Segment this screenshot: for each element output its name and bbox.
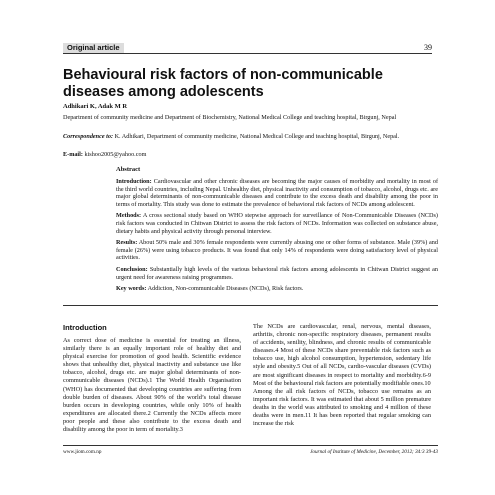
keywords (116, 285, 438, 293)
email-line (63, 151, 146, 159)
abstract-rule (63, 305, 438, 306)
correspondence-label: Correspondence to: (63, 133, 114, 140)
abstract-introduction-text: Cardiovascular and other chronic diseases are becoming the major causes of morbidity and mortality in most of the third world countries, including Nepal. Unhealthy diet, physical inactivity and consumption of tobacco, alcohol, drugs etc. are major global determinants of non-communicable diseases and contribute to the excess death and disability among the poor in terms of mortality. This study was done to estimate the prevalence of behavioral risk factors of NCDs among adolescent. (116, 178, 439, 208)
abstract (116, 166, 438, 293)
correspondence (63, 133, 435, 141)
abstract-methods-text: A cross sectional study based on WHO stepwise approach for surveillance of Non-Communicable Diseases (NCDs) risk factors was conducted in Chitwan District to assess the risk factors of NCDs. Information was collected on substance abuse, dietary habits and physical activity through personal interview. (116, 212, 438, 235)
keywords-text: Addiction, Non-communicable Diseases (NCDs), Risk factors. (147, 285, 304, 293)
abstract-conclusion (116, 266, 438, 281)
correspondence-text: K. Adhikari, Department of community medicine, National Medical College and teaching hospital, Birgunj, Nepal. (114, 133, 400, 140)
abstract-heading: Abstract (116, 166, 141, 173)
introduction-paragraph-1: As correct dose of medicine is essential for treating an illness, similarly there is an equally important role of healthy diet and physical exercise for promotion of good health. Scientific evidence shows that unhealthy diet, physical inactivity and substance use like tobacco, alcohol, drugs etc. are major global determinants of non-communicable diseases (NCDs).1 The World Health Organisation (WHO) has documented that developing countries are suffering from double burden of diseases. About 90% of the world’s total disease burden occurs in developing countries, while only 10% of health expenditures are allocated there.2 Currently the NCDs affects more poor people and these also contribute to the excess death and disability among the poor in term of mortality.3 (63, 337, 241, 434)
authors: Adhikari K, Adak M R (63, 103, 128, 110)
keywords-label: Key words: (116, 285, 147, 293)
abstract-results-label: Results: (116, 239, 138, 247)
footer-journal-citation: Journal of Institute of Medicine, December, 2012; 34:3 39-43 (310, 449, 438, 455)
header-rule (63, 53, 432, 54)
footer-website[interactable]: www.jiom.com.np (63, 449, 102, 455)
body-column-right (253, 323, 431, 428)
abstract-results-text: About 50% male and 30% female respondents were currently abusing one or other forms of substance. Male (39%) and female (26%) were using tobacco products. It was found that only 14% of respondents were doing satisfactory level of physical activities. (116, 239, 438, 262)
abstract-introduction (116, 178, 438, 208)
article-type-tag: Original article (63, 43, 124, 53)
email-label: E-mail: (63, 151, 83, 158)
abstract-conclusion-label: Conclusion: (116, 265, 148, 273)
abstract-results (116, 239, 438, 262)
abstract-methods-label: Methods: (116, 212, 142, 220)
email-address[interactable]: kishoo2005@yahoo.com (84, 151, 147, 158)
introduction-paragraph-3: Among the all risk factors of NCDs, tobacco use remains as an important risk factors. It was estimated that about 5 million premature deaths in the world was attributed to smoking and 4 million of these deaths were in men.11 It has been reported that regular smoking can increase the risk (253, 387, 431, 428)
footer-rule (63, 445, 438, 446)
abstract-introduction-label: Introduction: (116, 178, 152, 185)
affiliation: Department of community medicine and Department of Biochemistry, National Medical College and teaching hospital, Birgunj, Nepal (63, 114, 397, 121)
abstract-conclusion-text: Substantially high levels of the various behavioral risk factors among adolescents in Chitwan District suggest an urgent need for awareness raising programmes. (116, 265, 438, 281)
introduction-paragraph-2: The NCDs are cardiovascular, renal, nervous, mental diseases, arthritis, chronic non-specific respiratory diseases, permanent results of accidents, senility, blindness, and chronic results of communicable diseases.4 Most of these NCDs share preventable risk factors such as tobacco use, high alcohol consumption, hypertension, sedentary life style and obesity.5 Out of all NCDs, cardio-vascular diseases (CVDs) are most significant diseases in respect to mortality and morbidity.6-9 Most of the behavioural risk factors are potentially modifiable ones.10 (253, 323, 431, 387)
article-title: Behavioural risk factors of non-communicable diseases among adolescents (63, 67, 383, 100)
page-number: 39 (424, 43, 432, 52)
body-column-left (63, 323, 241, 434)
introduction-heading: Introduction (63, 323, 107, 332)
abstract-methods (116, 212, 438, 235)
